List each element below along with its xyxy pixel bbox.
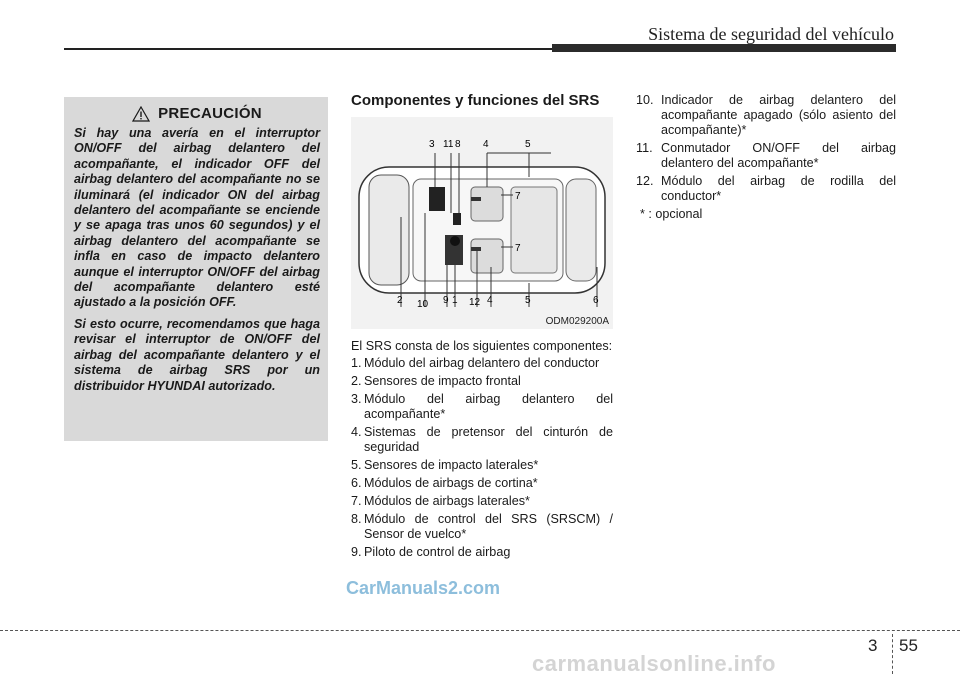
diagram-label: 12	[469, 297, 481, 308]
header-bar	[552, 44, 896, 52]
footer-divider	[892, 634, 893, 674]
item-text: Indicador de airbag delantero del acompañante apagado (sólo asiento del acompañante)*	[661, 93, 896, 137]
list-item	[351, 458, 613, 473]
item-number: 12.	[636, 174, 654, 188]
diagram-label: 1	[452, 295, 458, 306]
bottom-watermark: carmanualsonline.info	[532, 651, 776, 676]
caution-title: PRECAUCIÓN	[158, 105, 262, 122]
component-list	[351, 356, 613, 560]
caution-paragraph: Si esto ocurre, recomendamos que haga revisar el interruptor de ON/OFF del airbag del acompañante delantero y el sistema de airbag SRS por un distribuidor HYUNDAI autorizado.	[74, 316, 320, 393]
diagram-label: 10	[417, 299, 429, 310]
list-item	[351, 374, 613, 389]
srs-diagram	[351, 117, 613, 329]
item-text: Módulos de airbags de cortina*	[364, 476, 538, 490]
diagram-label: 2	[397, 295, 403, 306]
item-number: 8.	[351, 512, 362, 526]
diagram-label: 5	[525, 139, 531, 150]
diagram-label: 4	[483, 139, 489, 150]
diagram-label: 7	[515, 191, 521, 202]
page-header-title: Sistema de seguridad del vehículo	[648, 24, 894, 44]
srs-column	[351, 93, 613, 563]
diagram-label: 6	[593, 295, 599, 306]
diagram-label: 9	[443, 295, 449, 306]
item-number: 2.	[351, 374, 362, 388]
item-text: Conmutador ON/OFF del airbag delantero del acompañante*	[661, 141, 896, 170]
passenger-airbag-module	[429, 187, 445, 211]
list-item	[636, 93, 896, 138]
caution-box	[64, 97, 328, 441]
list-item	[351, 425, 613, 455]
watermark-logo: CarManuals2.com	[346, 578, 501, 598]
item-number: 10.	[636, 93, 654, 107]
list-item	[351, 545, 613, 560]
car-topview-illustration	[351, 117, 613, 329]
list-item	[351, 476, 613, 491]
item-number: 11.	[636, 141, 653, 155]
component-list-continued	[636, 93, 896, 204]
item-number: 7.	[351, 494, 362, 508]
optional-note: * : opcional	[640, 207, 703, 221]
list-item	[351, 392, 613, 422]
item-text: Piloto de control de airbag	[364, 545, 511, 559]
list-item	[636, 174, 896, 204]
item-text: Módulos de airbags laterales*	[364, 494, 530, 508]
diagram-label: 4	[487, 295, 493, 306]
item-text: Sistemas de pretensor del cinturón de seguridad	[364, 425, 613, 454]
intro-text: El SRS consta de los siguientes componentes:	[351, 339, 613, 353]
item-text: Módulo del airbag de rodilla del conductor*	[661, 174, 896, 203]
item-number: 3.	[351, 392, 362, 406]
list-item	[351, 356, 613, 371]
srs-column-continued	[636, 93, 896, 222]
item-text: Sensores de impacto laterales*	[364, 458, 539, 472]
caution-paragraph: Si hay una avería en el interruptor ON/OFF del airbag delantero del acompañante, el indicador OFF del airbag delantero del acompañante no se iluminará (el indicador ON del airbag delantero del acompañante se enciende y se apaga tras unos 60 segundos) y el airbag delantero del acompañante se infla en caso de impacto delantero aunque el interruptor ON/OFF del airbag del acompañante delantero esté ajustado a la posición OFF.	[74, 126, 320, 310]
diagram-code: ODM029200A	[545, 316, 609, 327]
item-text: Módulo de control del SRS (SRSCM) / Sensor de vuelco*	[364, 512, 613, 541]
diagram-label: 3	[429, 139, 435, 150]
item-number: 6.	[351, 476, 362, 490]
section-title: Componentes y funciones del SRS	[351, 92, 600, 109]
item-number: 9.	[351, 545, 362, 559]
item-number: 5.	[351, 458, 362, 472]
item-text: Módulo del airbag delantero del acompañante*	[364, 392, 613, 421]
diagram-label: 8	[455, 139, 461, 150]
footer-rule	[0, 630, 960, 631]
diagram-label: 11	[443, 139, 454, 150]
item-text: Módulo del airbag delantero del conductor	[364, 356, 600, 370]
page-number: 55	[899, 636, 918, 655]
caution-header	[74, 105, 320, 122]
list-item	[636, 141, 896, 171]
list-item	[351, 494, 613, 509]
chapter-number: 3	[868, 636, 878, 655]
item-number: 4.	[351, 425, 362, 439]
warning-triangle-icon	[132, 106, 150, 122]
item-text: Sensores de impacto frontal	[364, 374, 521, 388]
diagram-label: 7	[515, 243, 521, 254]
header-rule	[64, 48, 554, 50]
list-item	[351, 512, 613, 542]
item-number: 1.	[351, 356, 362, 370]
diagram-label: 5	[525, 295, 531, 306]
